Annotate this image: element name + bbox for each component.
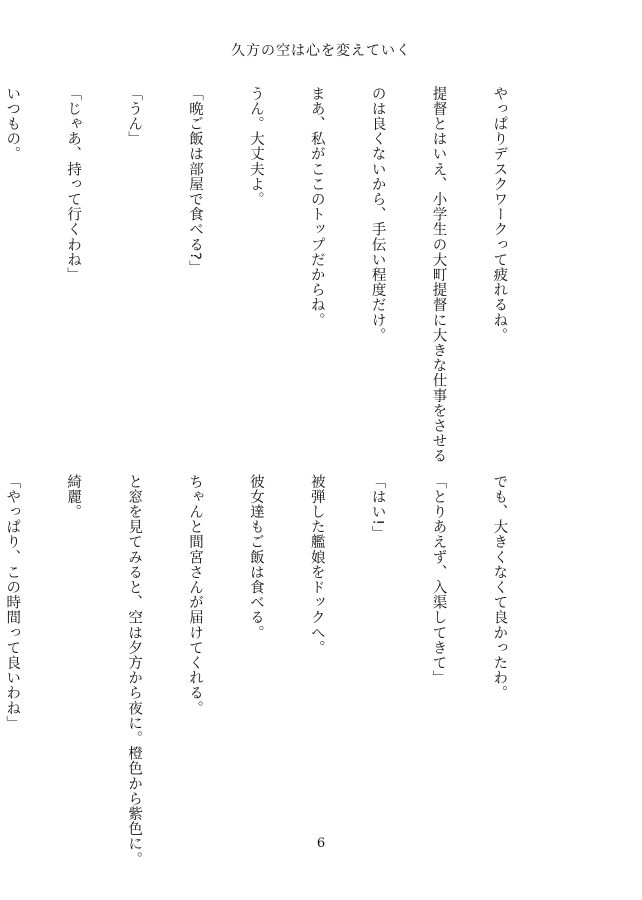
text-line: 「うん」: [126, 86, 143, 147]
text-line: いつもの。: [4, 86, 21, 162]
text-line: のは良くないから、手伝い程度だけ。: [369, 86, 386, 343]
page-number: 6: [316, 836, 326, 851]
text-line: 被弾した艦娘をドックへ。: [308, 474, 325, 656]
text-line: 彼女達もご飯は食べる。: [247, 474, 264, 641]
text-line: 綺麗。: [65, 474, 82, 520]
text-line: うん。大丈夫よ。: [247, 86, 264, 207]
page-title: 久方の空は心を変えていく: [231, 43, 411, 59]
text-line: と窓を見てみると、空は夕方から夜に。橙色から紫色に。: [126, 474, 143, 867]
text-line: 「はい!」: [369, 474, 386, 541]
text-line: 「やっぱり、この時間って良いわね」: [4, 474, 21, 731]
text-line: でも、大きくなくて良かったわ。: [491, 474, 508, 701]
text-line: ちゃんと間宮さんが届けてくれる。: [186, 474, 203, 716]
text-line: 「とりあえず、入渠してきて」: [430, 474, 447, 686]
text-line: やっぱりデスクワークって疲れるね。: [491, 86, 508, 343]
text-block-top: [0, 86, 550, 464]
text-line: 提督とはいえ、小学生の大町提督に大きな仕事をさせる: [430, 86, 447, 464]
text-block-bottom: [0, 474, 550, 867]
text-line: 「晩ご飯は部屋で食べる?」: [186, 86, 203, 276]
text-line: 「じゃあ、持って行くわね」: [65, 86, 82, 283]
text-line: まあ、私がここのトップだからね。: [308, 86, 325, 328]
